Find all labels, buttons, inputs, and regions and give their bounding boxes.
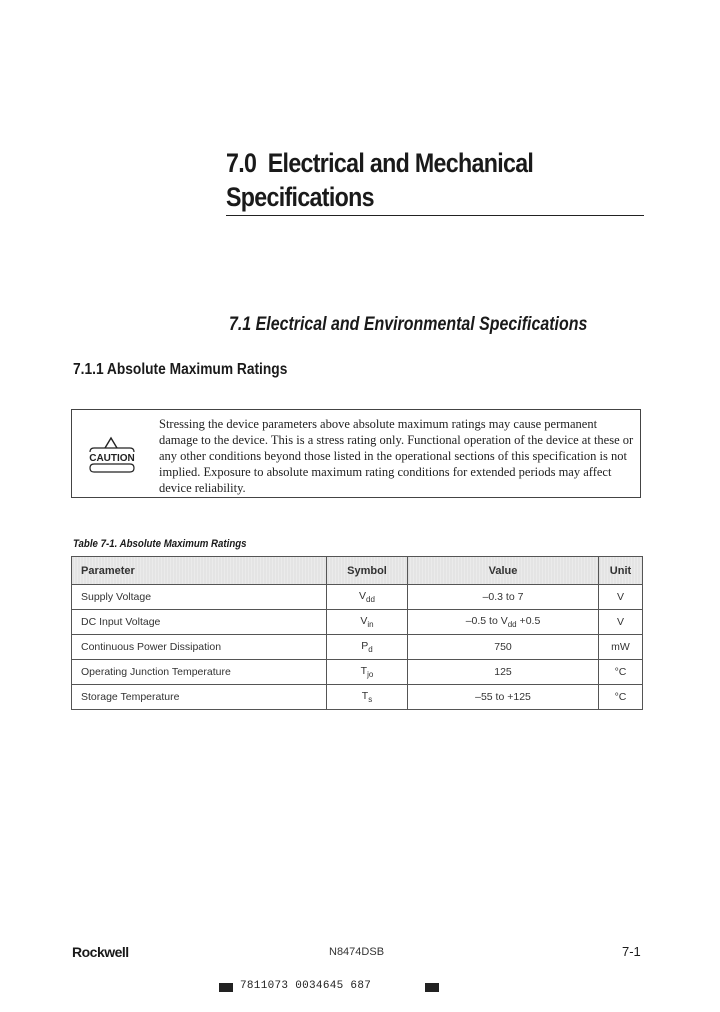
header-symbol: Symbol [327,557,408,585]
barcode-block-right [425,983,439,992]
cell-unit: °C [599,685,643,710]
cell-value: –55 to +125 [408,685,599,710]
chapter-number: 7.0 [226,148,257,178]
cell-value: –0.3 to 7 [408,585,599,610]
footer-page-number: 7-1 [622,944,641,959]
table-header-row [72,557,643,585]
table-row [72,660,643,685]
cell-value: –0.5 to $V_{dd} +0.5$ [408,610,599,635]
absolute-max-ratings-table [71,556,643,710]
cell-parameter: Operating Junction Temperature [72,660,327,685]
footer-brand-logo: Rockwell [72,944,129,960]
cell-parameter: Continuous Power Dissipation [72,635,327,660]
table-row [72,635,643,660]
footer-doc-code: N8474DSB [329,946,385,958]
table-row [72,585,643,610]
header-unit: Unit [599,557,643,585]
cell-parameter: Storage Temperature [72,685,327,710]
cell-symbol: $V_{dd}$ [327,585,408,610]
caution-box [71,409,641,498]
barcode-number: 7811073 0034645 687 [240,980,372,992]
caution-text: Stressing the device parameters above absolute maximum ratings may cause permanent damage to the device. This is a stress rating only. Functional operation of the device at these or any other conditions beyond those listed in the operational sections of this specification is not implied. Exposure to absolute maximum rating conditions for extended periods may affect device reliability. [159,417,634,495]
cell-symbol: $T_{jo}$ [327,660,408,685]
cell-unit: V [599,610,643,635]
subsection-title: 7.1.1 Absolute Maximum Ratings [73,361,288,378]
section-title: 7.1 Electrical and Environmental Specifications [229,314,588,335]
table-row [72,610,643,635]
cell-symbol: $T_s$ [327,685,408,710]
header-parameter: Parameter [72,557,327,585]
cell-parameter: DC Input Voltage [72,610,327,635]
caution-icon-label: CAUTION [89,452,135,464]
cell-value: 125 [408,660,599,685]
table-row [72,685,643,710]
chapter-title-line1: Electrical and Mechanical [267,148,534,178]
cell-parameter: Supply Voltage [72,585,327,610]
cell-symbol: $P_d$ [327,635,408,660]
chapter-title-line2: Specifications [226,182,374,212]
table-caption: Table 7-1. Absolute Maximum Ratings [73,538,247,550]
cell-unit: mW [599,635,643,660]
cell-value: 750 [408,635,599,660]
cell-unit: °C [599,660,643,685]
cell-unit: V [599,585,643,610]
cell-symbol: $V_{in}$ [327,610,408,635]
barcode-block-left [219,983,233,992]
chapter-title [226,146,533,214]
caution-icon [72,410,152,497]
chapter-divider [226,215,644,216]
header-value: Value [408,557,599,585]
